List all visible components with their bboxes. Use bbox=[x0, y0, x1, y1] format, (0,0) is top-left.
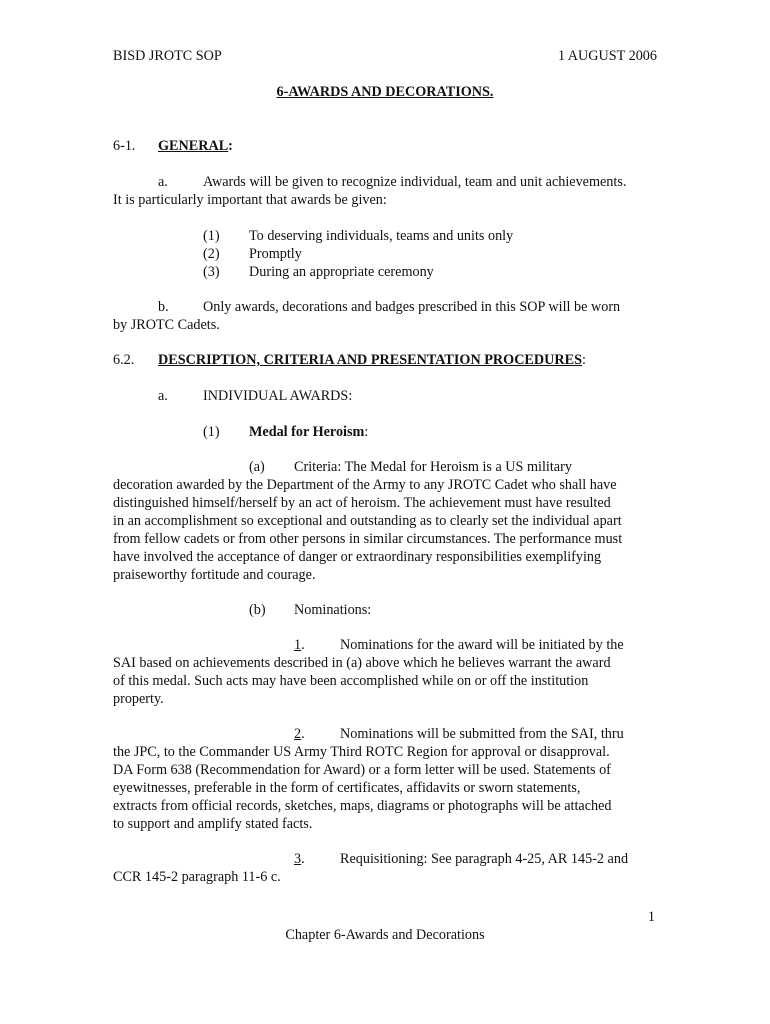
para-text: Nominations for the award will be initiated by the bbox=[340, 637, 624, 653]
para-label-dot: . bbox=[301, 851, 305, 867]
para-label: (a) bbox=[249, 459, 265, 475]
para-text: by JROTC Cadets. bbox=[113, 317, 220, 333]
section-number: 6-1. bbox=[113, 138, 136, 154]
para-text: It is particularly important that awards be given: bbox=[113, 192, 387, 208]
page-number: 1 bbox=[647, 909, 655, 925]
para-text: property. bbox=[113, 691, 164, 707]
para-text: Only awards, decorations and badges prescribed in this SOP will be worn bbox=[203, 299, 621, 315]
para-label bbox=[294, 636, 305, 654]
para-text: from fellow cadets or from other persons in similar circumstances. The performance must bbox=[113, 531, 623, 547]
para-text: Nominations: bbox=[294, 602, 372, 618]
para-label-dot: . bbox=[301, 637, 305, 653]
para-text: to support and amplify stated facts. bbox=[113, 816, 313, 832]
medal-title-colon: : bbox=[364, 424, 369, 440]
para-text: SAI based on achievements described in (a) above which he believes warrant the award bbox=[113, 655, 611, 671]
para-label: (b) bbox=[249, 602, 266, 618]
para-label-number: 1 bbox=[294, 637, 302, 653]
section-heading-colon: : bbox=[582, 352, 586, 368]
section-heading bbox=[158, 137, 233, 155]
para-label: b. bbox=[158, 299, 169, 315]
item-number: (1) bbox=[203, 424, 220, 440]
header-left: BISD JROTC SOP bbox=[113, 48, 222, 64]
section-heading-colon: : bbox=[228, 138, 233, 154]
para-text: eyewitnesses, preferable in the form of certificates, affidavits or sworn statements, bbox=[113, 780, 581, 796]
list-item: During an appropriate ceremony bbox=[249, 264, 434, 280]
para-text: DA Form 638 (Recommendation for Award) or a form letter will be used. Statements of bbox=[113, 762, 611, 778]
para-text: extracts from official records, sketches, maps, diagrams or photographs will be attached bbox=[113, 798, 612, 814]
footer-chapter: Chapter 6-Awards and Decorations bbox=[285, 927, 485, 943]
para-text: Awards will be given to recognize individual, team and unit achievements. bbox=[203, 174, 627, 190]
para-text: decoration awarded by the Department of the Army to any JROTC Cadet who shall have bbox=[113, 477, 617, 493]
para-label bbox=[294, 850, 305, 868]
para-text: Criteria: The Medal for Heroism is a US military bbox=[294, 459, 572, 475]
para-text: the JPC, to the Commander US Army Third ROTC Region for approval or disapproval. bbox=[113, 744, 610, 760]
para-text: distinguished himself/herself by an act of heroism. The achievement must have resulted bbox=[113, 495, 611, 511]
para-label-number: 2 bbox=[294, 726, 302, 742]
list-item: Promptly bbox=[249, 246, 302, 262]
list-item: To deserving individuals, teams and units only bbox=[249, 228, 514, 244]
para-label: a. bbox=[158, 174, 168, 190]
header-right: 1 AUGUST 2006 bbox=[557, 48, 657, 64]
para-text: Nominations will be submitted from the SAI, thru bbox=[340, 726, 624, 742]
para-text: in an accomplishment so exceptional and outstanding as to clearly set the individual apart bbox=[113, 513, 622, 529]
list-item-number: (3) bbox=[203, 264, 220, 280]
para-label-dot: . bbox=[301, 726, 305, 742]
para-text: CCR 145-2 paragraph 11-6 c. bbox=[113, 869, 281, 885]
para-label-number: 3 bbox=[294, 851, 302, 867]
item-heading bbox=[249, 423, 368, 441]
para-text: have involved the acceptance of danger or extraordinary responsibilities exemplifying bbox=[113, 549, 602, 565]
para-label: a. bbox=[158, 388, 168, 404]
para-text: praiseworthy fortitude and courage. bbox=[113, 567, 316, 583]
medal-title: Medal for Heroism bbox=[249, 424, 365, 440]
section-heading-text: DESCRIPTION, CRITERIA AND PRESENTATION PROCEDURES bbox=[158, 352, 582, 368]
list-item-number: (2) bbox=[203, 246, 220, 262]
section-heading bbox=[158, 351, 586, 369]
para-text: of this medal. Such acts may have been accomplished while on or off the institution bbox=[113, 673, 589, 689]
subsection-heading: INDIVIDUAL AWARDS: bbox=[203, 388, 353, 404]
section-heading-text: GENERAL bbox=[158, 138, 229, 154]
para-text: Requisitioning: See paragraph 4-25, AR 145-2 and bbox=[340, 851, 629, 867]
para-label bbox=[294, 725, 305, 743]
section-number: 6.2. bbox=[113, 352, 135, 368]
page-title: 6-AWARDS AND DECORATIONS. bbox=[276, 84, 494, 100]
list-item-number: (1) bbox=[203, 228, 220, 244]
